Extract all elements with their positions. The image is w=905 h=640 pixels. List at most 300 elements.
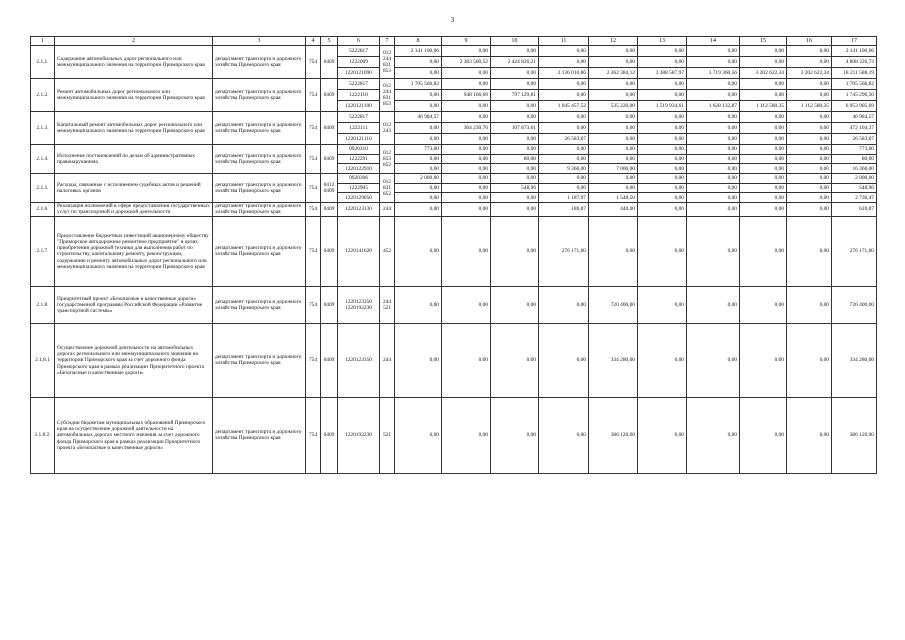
value-cell: 1 112 580,35	[787, 101, 832, 112]
row-department: департамент транспорта и дорожного хозяйства Приморского края	[213, 286, 306, 323]
value-cell: 0,00	[589, 57, 638, 68]
row-department: департамент транспорта и дорожного хозяйства Приморского края	[213, 79, 306, 112]
value-cell: 0,00	[442, 173, 491, 183]
column-header: 13	[638, 37, 687, 46]
value-cell: 0,00	[740, 123, 787, 134]
value-cell: 0,00	[638, 173, 687, 183]
value-cell: 0,00	[787, 397, 832, 473]
value-cell: 0,00	[539, 286, 589, 323]
value-cell: 0,00	[491, 112, 539, 123]
value-cell: 16 360,00	[832, 164, 877, 174]
value-cell: 3 202 622,34	[787, 68, 832, 79]
value-cell: 0,00	[491, 323, 539, 397]
value-cell: 0,00	[395, 101, 442, 112]
value-cell: 0,00	[442, 286, 491, 323]
row-expense-type: 012 831 852	[380, 173, 395, 202]
value-cell: 620,87	[832, 202, 877, 216]
row-department: департамент транспорта и дорожного хозяйства Приморского края	[213, 216, 306, 286]
value-cell: 0,00	[638, 286, 687, 323]
value-cell: 0,00	[491, 164, 539, 174]
value-cell: 0,00	[395, 134, 442, 145]
row-target-code: 5222817	[338, 79, 380, 90]
page-number: 3	[450, 16, 455, 24]
value-cell: 0,00	[395, 68, 442, 79]
column-header: 2	[55, 37, 213, 46]
value-cell: 0,00	[638, 79, 687, 90]
row-target-code: 5222817	[338, 112, 380, 123]
value-cell: 0,00	[589, 216, 638, 286]
value-cell: 0,00	[442, 145, 491, 155]
value-cell: 0,00	[491, 145, 539, 155]
row-grbs: 754	[306, 112, 321, 145]
value-cell: 0,00	[491, 216, 539, 286]
value-cell: 18 211 588,19	[832, 68, 877, 79]
value-cell: 0,00	[539, 145, 589, 155]
value-cell: 180,87	[539, 202, 589, 216]
value-cell: 0,00	[491, 134, 539, 145]
value-cell: 2 424 826,21	[491, 57, 539, 68]
row-code: 2.1.8.2.	[31, 397, 55, 473]
value-cell: 0,00	[787, 216, 832, 286]
row-target-code: 1220192230	[338, 397, 380, 473]
value-cell: 0,00	[539, 323, 589, 397]
value-cell: 0,00	[589, 173, 638, 183]
row-section-code: 0409	[321, 216, 338, 286]
value-cell: 0,00	[638, 323, 687, 397]
value-cell: 0,00	[491, 397, 539, 473]
row-target-code: 1222111	[338, 123, 380, 134]
row-target-code: 1220121110	[338, 134, 380, 145]
value-cell: 0,00	[787, 57, 832, 68]
value-cell: 0,00	[442, 134, 491, 145]
value-cell: 0,00	[395, 216, 442, 286]
value-cell: 0,00	[687, 286, 740, 323]
row-target-code: 1220122910	[338, 164, 380, 174]
value-cell: 0,00	[740, 134, 787, 145]
table-row	[31, 323, 877, 397]
row-grbs: 754	[306, 323, 321, 397]
value-cell: 0,00	[687, 154, 740, 164]
value-cell: 0,00	[395, 154, 442, 164]
value-cell: 0,00	[638, 397, 687, 473]
column-header: 4	[306, 37, 321, 46]
value-cell: 472 104,37	[832, 123, 877, 134]
value-cell: 0,00	[491, 202, 539, 216]
value-cell: 0,00	[539, 397, 589, 473]
value-cell: 0,00	[491, 79, 539, 90]
value-cell: 1 745 296,50	[832, 90, 877, 101]
value-cell: 0,00	[589, 123, 638, 134]
value-cell: 276 171,00	[539, 216, 589, 286]
value-cell: 0,00	[589, 79, 638, 90]
value-cell: 386 120,00	[832, 397, 877, 473]
value-cell: 0,00	[589, 46, 638, 57]
value-cell: 2 141 100,06	[832, 46, 877, 57]
value-cell: 0,00	[638, 202, 687, 216]
value-cell: 0,00	[687, 134, 740, 145]
row-target-code: 1222291	[338, 154, 380, 164]
value-cell: 0,00	[638, 193, 687, 203]
value-cell: 0,00	[638, 112, 687, 123]
value-cell: 0,00	[638, 154, 687, 164]
value-cell: 440,00	[589, 202, 638, 216]
value-cell: 0,00	[687, 183, 740, 193]
row-expense-type: 521	[380, 397, 395, 473]
row-name: Приоритетный проект «Безопасные и качественные дороги» государственной программы Российской Федерации «Развитие транспортной системы»	[55, 286, 213, 323]
value-cell: 0,00	[740, 286, 787, 323]
table-row	[31, 286, 877, 323]
value-cell: 0,00	[687, 145, 740, 155]
row-section-code: 0409	[321, 112, 338, 145]
value-cell: 773,00	[395, 145, 442, 155]
value-cell: 0,00	[787, 164, 832, 174]
value-cell: 0,00	[638, 145, 687, 155]
value-cell: 0,00	[491, 193, 539, 203]
row-department: департамент транспорта и дорожного хозяйства Приморского края	[213, 202, 306, 216]
value-cell: 0,00	[539, 57, 589, 68]
row-section-code: 0412 0409	[321, 173, 338, 202]
value-cell: 0,00	[740, 183, 787, 193]
table-row	[31, 397, 877, 473]
table-row	[31, 79, 877, 90]
value-cell: 0,00	[491, 101, 539, 112]
value-cell: 7 000,00	[589, 164, 638, 174]
value-cell: 0,00	[740, 193, 787, 203]
value-cell: 0,00	[589, 145, 638, 155]
row-department: департамент транспорта и дорожного хозяйства Приморского края	[213, 323, 306, 397]
value-cell: 0,00	[787, 112, 832, 123]
value-cell: 0,00	[539, 46, 589, 57]
row-expense-type: 244	[380, 323, 395, 397]
table-row	[31, 216, 877, 286]
row-code: 2.1.4.	[31, 145, 55, 174]
row-code: 2.1.1.	[31, 46, 55, 79]
value-cell: 1 705 566,82	[832, 79, 877, 90]
value-cell: 0,00	[787, 154, 832, 164]
value-cell: 2 736,47	[832, 193, 877, 203]
value-cell: 2 000,00	[395, 173, 442, 183]
value-cell: 0,00	[539, 123, 589, 134]
value-cell: 0,00	[787, 79, 832, 90]
value-cell: 548,96	[491, 183, 539, 193]
value-cell: 0,00	[787, 183, 832, 193]
value-cell: 0,00	[539, 112, 589, 123]
value-cell: 0,00	[589, 90, 638, 101]
value-cell: 0,00	[589, 183, 638, 193]
value-cell: 4 808 326,73	[832, 57, 877, 68]
value-cell: 0,00	[442, 193, 491, 203]
value-cell: 720 400,00	[832, 286, 877, 323]
value-cell: 0,00	[395, 123, 442, 134]
table-row	[31, 112, 877, 123]
value-cell: 720 400,00	[589, 286, 638, 323]
row-target-code: 1222110	[338, 90, 380, 101]
row-target-code: 1220123350	[338, 323, 380, 397]
value-cell: 0,00	[740, 173, 787, 183]
value-cell: 0,00	[539, 79, 589, 90]
row-name: Предоставление бюджетных инвестиций акционерному обществу "Приморское автодорожное ремонтное предприятие" в целях приобретения дорожной техники для выполнения работ по строительству, капитальному ремонту, реконструкции, содержанию и ремонту автомобильных дорог регионального или межмуниципального значения на территории Приморского края	[55, 216, 213, 286]
value-cell: 1 705 566,82	[395, 79, 442, 90]
value-cell: 1 045 457,52	[539, 101, 589, 112]
value-cell: 0,00	[442, 183, 491, 193]
column-header: 5	[321, 37, 338, 46]
value-cell: 0,00	[787, 202, 832, 216]
value-cell: 1 519 934,61	[638, 101, 687, 112]
row-target-code: 1220121100	[338, 101, 380, 112]
value-cell: 0,00	[687, 216, 740, 286]
value-cell: 9 360,00	[539, 164, 589, 174]
row-expense-type: 012 244 831 853	[380, 46, 395, 79]
value-cell: 0,00	[395, 57, 442, 68]
value-cell: 0,00	[395, 164, 442, 174]
value-cell: 80,00	[491, 154, 539, 164]
row-code: 2.1.8.1	[31, 323, 55, 397]
row-grbs: 754	[306, 79, 321, 112]
row-grbs: 754	[306, 173, 321, 202]
value-cell: 80,00	[832, 154, 877, 164]
value-cell: 0,00	[491, 68, 539, 79]
row-section-code: 0409	[321, 145, 338, 174]
value-cell: 0,00	[787, 46, 832, 57]
table-row	[31, 173, 877, 183]
row-section-code: 0409	[321, 323, 338, 397]
value-cell: 6 953 905,69	[832, 101, 877, 112]
value-cell: 26 583,67	[539, 134, 589, 145]
value-cell: 0,00	[787, 90, 832, 101]
row-target-code: 1220129050	[338, 193, 380, 203]
table-row	[31, 202, 877, 216]
value-cell: 2 000,00	[832, 173, 877, 183]
value-cell: 0,00	[687, 397, 740, 473]
table-row	[31, 145, 877, 155]
value-cell: 0,00	[740, 323, 787, 397]
value-cell: 0,00	[787, 134, 832, 145]
value-cell: 0,00	[687, 112, 740, 123]
value-cell: 2 136 010,86	[539, 68, 589, 79]
value-cell: 0,00	[740, 90, 787, 101]
value-cell: 0,00	[740, 79, 787, 90]
value-cell: 1 187,97	[539, 193, 589, 203]
value-cell: 773,00	[832, 145, 877, 155]
table-row	[31, 46, 877, 57]
value-cell: 0,00	[687, 46, 740, 57]
value-cell: 0,00	[491, 46, 539, 57]
value-cell: 0,00	[395, 183, 442, 193]
column-header: 12	[589, 37, 638, 46]
value-cell: 0,00	[539, 173, 589, 183]
row-section-code: 0409	[321, 202, 338, 216]
value-cell: 0,00	[638, 134, 687, 145]
value-cell: 0,00	[687, 173, 740, 183]
row-grbs: 754	[306, 46, 321, 79]
value-cell: 0,00	[442, 323, 491, 397]
row-department: департамент транспорта и дорожного хозяйства Приморского края	[213, 145, 306, 174]
value-cell: 548,96	[832, 183, 877, 193]
row-code: 2.1.5.	[31, 173, 55, 202]
value-cell: 0,00	[687, 193, 740, 203]
row-target-code: 5222817	[338, 46, 380, 57]
value-cell: 0,00	[638, 46, 687, 57]
row-grbs: 754	[306, 145, 321, 174]
value-cell: 0,00	[687, 90, 740, 101]
value-cell: 0,00	[589, 112, 638, 123]
value-cell: 0,00	[787, 193, 832, 203]
value-cell: 0,00	[740, 216, 787, 286]
row-target-code: 0920306	[338, 173, 380, 183]
row-target-code: 1222009	[338, 57, 380, 68]
row-expense-type: 244 521	[380, 286, 395, 323]
row-name: Ремонт автомобильных дорог регионального или межмуниципального значения на территории Приморского края	[55, 79, 213, 112]
value-cell: 0,00	[395, 397, 442, 473]
column-header: 9	[442, 37, 491, 46]
row-name: Реализация полномочий в сфере предоставления государственных услуг по транспортной и дорожной деятельности	[55, 202, 213, 216]
value-cell: 0,00	[442, 216, 491, 286]
row-target-code: 0920310	[338, 145, 380, 155]
value-cell: 334 280,00	[832, 323, 877, 397]
value-cell: 26 583,67	[832, 134, 877, 145]
value-cell: 0,00	[442, 101, 491, 112]
row-code: 2.1.6.	[31, 202, 55, 216]
value-cell: 0,00	[442, 79, 491, 90]
value-cell: 0,00	[687, 323, 740, 397]
value-cell: 0,00	[740, 397, 787, 473]
column-header: 6	[338, 37, 380, 46]
column-header: 1	[31, 37, 55, 46]
value-cell: 0,00	[539, 90, 589, 101]
value-cell: 0,00	[442, 46, 491, 57]
column-header: 15	[740, 37, 787, 46]
column-header: 7	[380, 37, 395, 46]
value-cell: 0,00	[740, 145, 787, 155]
value-cell: 0,00	[638, 90, 687, 101]
value-cell: 0,00	[442, 112, 491, 123]
row-section-code: 0409	[321, 397, 338, 473]
value-cell: 948 166,69	[442, 90, 491, 101]
column-header: 17	[832, 37, 877, 46]
value-cell: 0,00	[687, 164, 740, 174]
value-cell: 276 171,00	[832, 216, 877, 286]
value-cell: 0,00	[395, 286, 442, 323]
value-cell: 0,00	[638, 183, 687, 193]
row-grbs: 754	[306, 202, 321, 216]
value-cell: 0,00	[740, 46, 787, 57]
column-header: 16	[787, 37, 832, 46]
value-cell: 0,00	[442, 68, 491, 79]
row-expense-type: 012 243	[380, 112, 395, 145]
value-cell: 334 280,00	[589, 323, 638, 397]
row-grbs: 754	[306, 216, 321, 286]
value-cell: 0,00	[442, 154, 491, 164]
row-target-code: 1220121090	[338, 68, 380, 79]
value-cell: 0,00	[687, 57, 740, 68]
column-header: 14	[687, 37, 740, 46]
value-cell: 0,00	[638, 123, 687, 134]
row-expense-type: 012 244 831 853	[380, 79, 395, 112]
row-code: 2.1.7.	[31, 216, 55, 286]
value-cell: 0,00	[740, 57, 787, 68]
row-department: департамент транспорта и дорожного хозяйства Приморского края	[213, 46, 306, 79]
value-cell: 0,00	[740, 112, 787, 123]
value-cell: 0,00	[687, 79, 740, 90]
row-code: 2.1.3.	[31, 112, 55, 145]
value-cell: 0,00	[442, 202, 491, 216]
column-header: 3	[213, 37, 306, 46]
value-cell: 0,00	[589, 154, 638, 164]
value-cell: 0,00	[539, 154, 589, 164]
value-cell: 535 220,00	[589, 101, 638, 112]
value-cell: 2 141 100,06	[395, 46, 442, 57]
value-cell: 0,00	[787, 145, 832, 155]
value-cell: 0,00	[491, 173, 539, 183]
value-cell: 0,00	[442, 164, 491, 174]
row-code: 2.1.8.	[31, 286, 55, 323]
row-target-code: 1220141620	[338, 216, 380, 286]
value-cell: 107 873,61	[491, 123, 539, 134]
value-cell: 1 628 132,87	[687, 101, 740, 112]
value-cell: 0,00	[491, 286, 539, 323]
value-cell: 386 120,00	[589, 397, 638, 473]
column-header: 11	[539, 37, 589, 46]
row-expense-type: 244	[380, 202, 395, 216]
row-grbs: 754	[306, 397, 321, 473]
value-cell: 0,00	[740, 154, 787, 164]
row-section-code: 0409	[321, 79, 338, 112]
row-section-code: 0409	[321, 286, 338, 323]
value-cell: 1 112 580,35	[740, 101, 787, 112]
value-cell: 2 383 500,52	[442, 57, 491, 68]
value-cell: 0,00	[787, 173, 832, 183]
row-grbs: 754	[306, 286, 321, 323]
row-expense-type: 452	[380, 216, 395, 286]
value-cell: 0,00	[638, 216, 687, 286]
row-code: 2.1.2.	[31, 79, 55, 112]
row-target-code: 1220123350 1220192230	[338, 286, 380, 323]
budget-table	[30, 36, 877, 474]
row-section-code: 0409	[321, 46, 338, 79]
value-cell: 3 388 587,97	[638, 68, 687, 79]
value-cell: 0,00	[638, 57, 687, 68]
value-cell: 0,00	[395, 90, 442, 101]
table-header	[31, 37, 877, 46]
value-cell: 0,00	[740, 164, 787, 174]
row-department: департамент транспорта и дорожного хозяйства Приморского края	[213, 397, 306, 473]
value-cell: 0,00	[638, 164, 687, 174]
row-department: департамент транспорта и дорожного хозяйства Приморского края	[213, 173, 306, 202]
row-name: Расходы, связанные с исполнением судебных актов и решений налоговых органов	[55, 173, 213, 202]
value-cell: 0,00	[589, 134, 638, 145]
value-cell: 46 984,57	[832, 112, 877, 123]
value-cell: 0,00	[687, 202, 740, 216]
row-target-code: 1220123130	[338, 202, 380, 216]
column-header: 8	[395, 37, 442, 46]
row-name: Исполнение постановлений по делам об административных правонарушениях	[55, 145, 213, 174]
row-name: Капитальный ремонт автомобильных дорог регионального или межмуниципального значения на территории Приморского края	[55, 112, 213, 145]
row-name: Содержание автомобильных дорог регионального или межмуниципального значения на территории Приморского края	[55, 46, 213, 79]
row-department: департамент транспорта и дорожного хозяйства Приморского края	[213, 112, 306, 145]
value-cell: 2 362 384,12	[589, 68, 638, 79]
value-cell: 0,00	[787, 286, 832, 323]
value-cell: 797 129,81	[491, 90, 539, 101]
value-cell: 0,00	[395, 193, 442, 203]
value-cell: 3 202 622,34	[740, 68, 787, 79]
value-cell: 0,00	[442, 397, 491, 473]
value-cell: 364 230,76	[442, 123, 491, 134]
value-cell: 0,00	[787, 123, 832, 134]
value-cell: 0,00	[740, 202, 787, 216]
value-cell: 3 719 360,56	[687, 68, 740, 79]
row-name: Осуществление дорожной деятельности на автомобильных дорогах регионального или межмуниципального значения на территории Приморского края за счет дорожного фонда Приморского края в рамках реализации Приоритетного проекта «Безопасные и качественные дороги»	[55, 323, 213, 397]
row-expense-type: 012 853 852	[380, 145, 395, 174]
